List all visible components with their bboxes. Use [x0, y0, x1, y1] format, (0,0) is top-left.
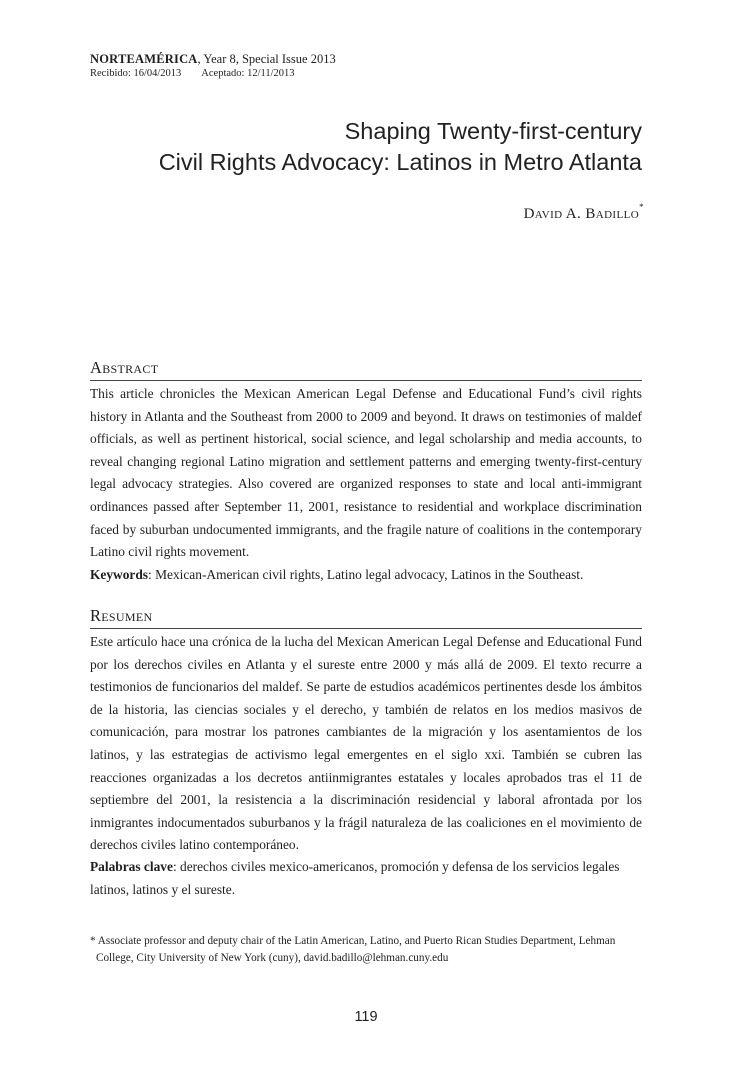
- author-footnote: * Associate professor and deputy chair of the Latin American, Latino, and Puerto Rican Studies Department, Lehman College, City University of New York (cuny), david.badillo@lehman.cuny.edu: [90, 935, 616, 964]
- abstract-body: [90, 383, 642, 564]
- abstract-keywords: [90, 564, 642, 587]
- submission-dates: [90, 67, 336, 80]
- abstract-paragraph: This article chronicles the Mexican American Legal Defense and Educational Fund’s civil rights history in Atlanta and the Southeast from 2000 to 2009 and beyond. It draws on testimonies of maldef officials, as well as pertinent historical, social science, and legal scholarship and media accounts, to reveal changing regional Latino migration and settlement patterns and emerging twenty-first-century legal advocacy strategies. Also covered are organized responses to state and local anti-immigrant ordinances passed after September 11, 2001, resistance to residential and workplace discrimination faced by suburban undocumented immigrants, and the fragile nature of coalitions in the contemporary Latino civil rights movement.: [90, 386, 642, 560]
- journal-header: [90, 52, 336, 80]
- article-title: [159, 116, 642, 178]
- keywords-list: : Mexican-American civil rights, Latino legal advocacy, Latinos in the Southeast.: [148, 567, 584, 582]
- author-footnote-mark: *: [639, 202, 644, 212]
- journal-issue: , Year 8, Special Issue 2013: [197, 52, 336, 66]
- journal-name: NORTEAMÉRICA: [90, 52, 198, 66]
- title-line-2: Civil Rights Advocacy: Latinos in Metro Atlanta: [158, 149, 642, 175]
- resumen-body: [90, 631, 642, 857]
- resumen-paragraph: Este artículo hace una crónica de la lucha del Mexican American Legal Defense and Educational Fund por los derechos civiles en Atlanta y el sureste entre 2000 y más allá de 2009. El texto recurre a testimonios de funcionarios del maldef. Se parte de estudios académicos pertinentes desde los ámbitos de la historia, las ciencias sociales y el derecho, y también de relatos en los medios masivos de comunicación, para mostrar los patrones cambiantes de la migración y los asentamientos de los latinos, y las estrategias de activismo legal emergentes en el siglo xxi. También se cubren las reacciones organizadas a los decretos antiinmigrantes estatales y locales aprobados tras el 11 de septiembre del 2001, la resistencia a la discriminación residencial y laboral afrontada por los inmigrantes indocumentados suburbanos y la frágil naturaleza de las coaliciones en el movimiento de derechos civiles latino contemporáneo.: [90, 634, 642, 853]
- abstract-heading: Abstract: [90, 358, 159, 377]
- journal-citation: [90, 52, 336, 67]
- palabras-clave-label: Palabras clave: [90, 859, 173, 874]
- author-byline: [524, 204, 644, 223]
- page-number: 119: [354, 1009, 378, 1025]
- author-name: David A. Badillo: [523, 206, 640, 222]
- resumen-divider: [90, 628, 642, 629]
- resumen-keywords: [90, 856, 642, 901]
- accepted-date: Aceptado: 12/11/2013: [201, 68, 295, 79]
- keywords-label: Keywords: [90, 567, 149, 582]
- title-line-1: Shaping Twenty-first-century: [344, 118, 642, 144]
- abstract-divider: [90, 380, 642, 381]
- resumen-heading: Resumen: [90, 606, 153, 625]
- received-date: Recibido: 16/04/2013: [90, 68, 182, 79]
- palabras-clave-list: : derechos civiles mexico-americanos, promoción y defensa de los servicios legales latinos, latinos y el sureste.: [90, 859, 620, 897]
